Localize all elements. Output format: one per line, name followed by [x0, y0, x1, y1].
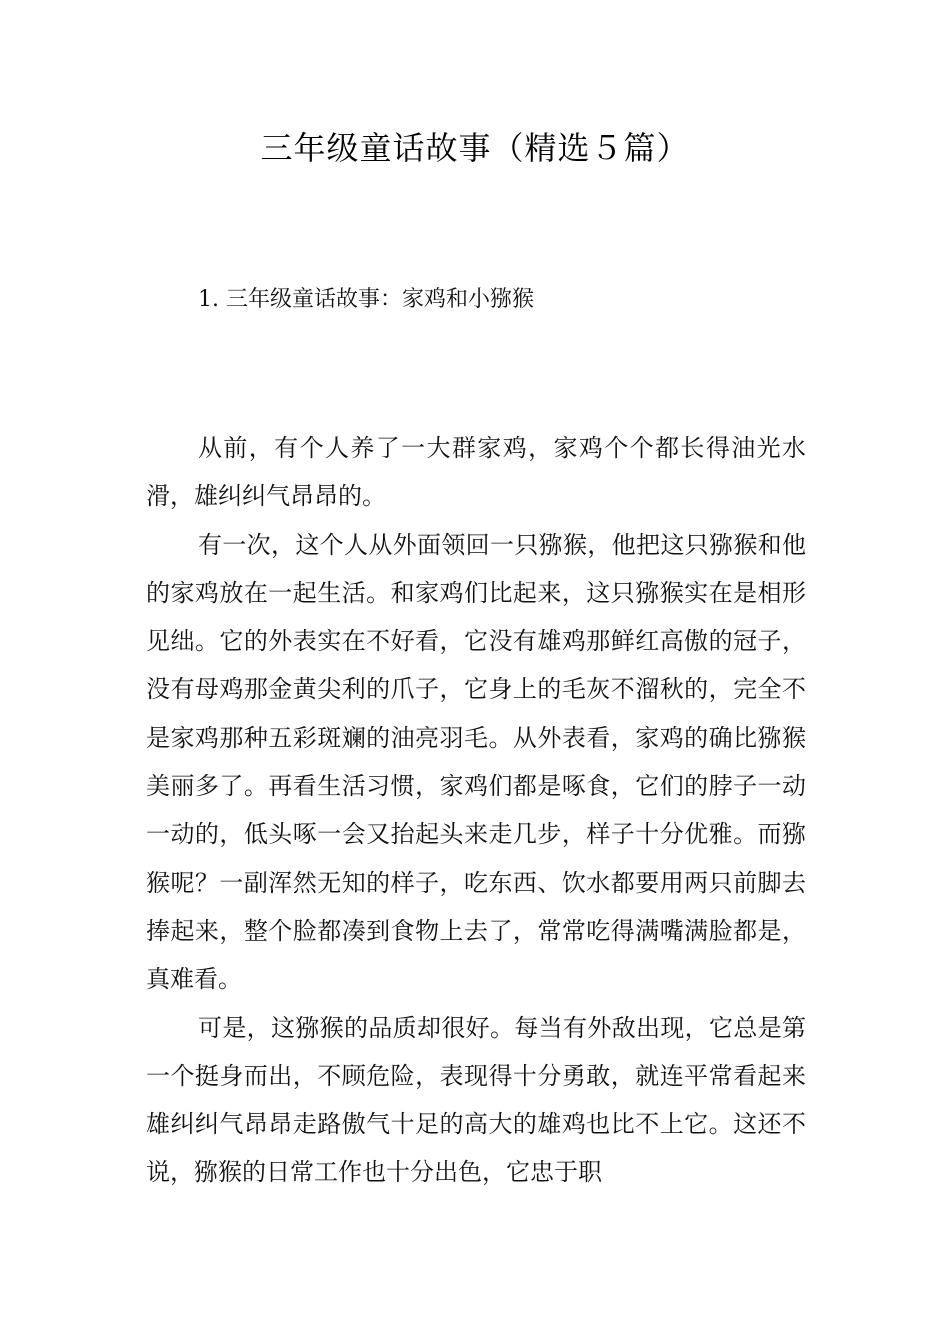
paragraph-2: 有一次，这个人从外面领回一只猕猴，他把这只猕猴和他的家鸡放在一起生活。和家鸡们比起来，这只猕猴实在是相形见绌。它的外表实在不好看，它没有雄鸡那鲜红高傲的冠子，没有母鸡那金黄尖利的爪子，它身上的毛灰不溜秋的，完全不是家鸡那种五彩斑斓的油亮羽毛。从外表看，家鸡的确比猕猴美丽多了。再看生活习惯，家鸡们都是啄食，它们的脖子一动一动的，低头啄一会又抬起头来走几步，样子十分优雅。而猕猴呢？一副浑然无知的样子，吃东西、饮水都要用两只前脚去捧起来，整个脸都凑到食物上去了，常常吃得满嘴满脸都是，真难看。	[146, 530, 806, 994]
story-body	[146, 424, 806, 1197]
page-title: 三年级童话故事（精选５篇）	[260, 129, 690, 167]
paragraph-3: 可是，这猕猴的品质却很好。每当有外敌出现，它总是第一个挺身而出，不顾危险，表现得十分勇敢，就连平常看起来雄纠纠气昂昂走路傲气十足的高大的雄鸡也比不上它。这还不说，猕猴的日常工作也十分出色，它忠于职	[146, 1013, 806, 1187]
section-heading: 1. 三年级童话故事：家鸡和小猕猴	[198, 287, 534, 312]
paragraph-1: 从前，有个人养了一大群家鸡，家鸡个个都长得油光水滑，雄纠纠气昂昂的。	[146, 434, 806, 511]
